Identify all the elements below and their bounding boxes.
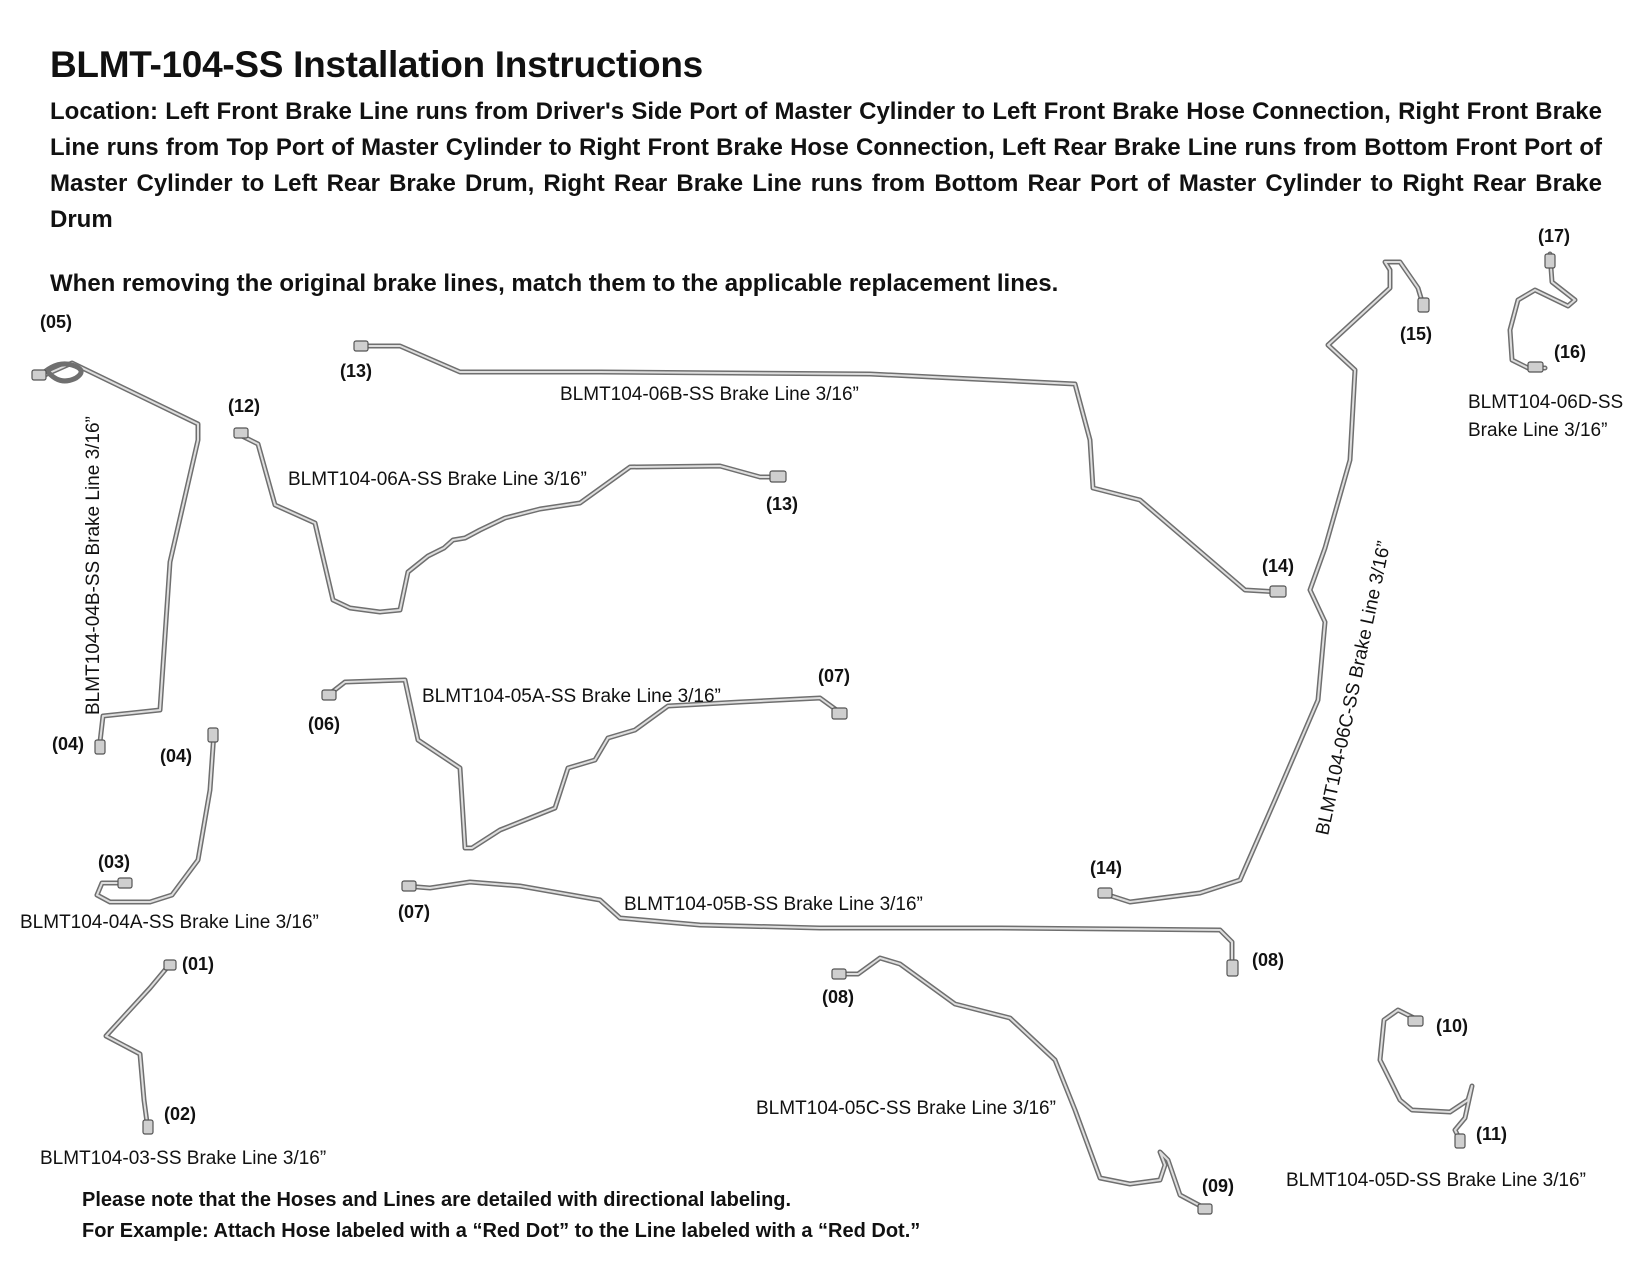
fitting-07a <box>832 708 847 719</box>
fitting-09 <box>1198 1204 1212 1214</box>
port-label-12: (12) <box>228 396 261 416</box>
location-description: Location: Left Front Brake Line runs from Driver's Side Port of Master Cylinder to Left Front Brake Hose Connection, Right Front Brake Line runs from Top Port of Master Cylinder to Right Front Brake Hose Connection, Left Rear Brake Line runs from Bottom Front Port of Master Cylinder to Left Rear Brake Drum, Right Rear Brake Line runs from Bottom Rear Port of Master Cylinder to Right Rear Brake Drum <box>50 98 1602 233</box>
port-label-11: (11) <box>1476 1124 1508 1144</box>
page-title: BLMT-104-SS Installation Instructions <box>50 44 703 85</box>
part-label-06c: BLMT104-06C-SS Brake Line 3/16” <box>1312 539 1396 838</box>
port-label-02: (02) <box>164 1104 197 1124</box>
port-label-05: (05) <box>40 312 73 332</box>
part-label-03: BLMT104-03-SS Brake Line 3/16” <box>40 1148 327 1169</box>
fitting-08b <box>832 969 846 979</box>
fitting-04b <box>208 728 218 742</box>
port-label-14-upper: (14) <box>1262 556 1295 576</box>
fitting-17 <box>1545 254 1555 268</box>
port-label-16: (16) <box>1554 342 1587 362</box>
part-label-06b: BLMT104-06B-SS Brake Line 3/16” <box>560 384 859 405</box>
fitting-10 <box>1408 1016 1423 1026</box>
port-label-07-lower: (07) <box>398 902 431 922</box>
fitting-11 <box>1455 1134 1465 1148</box>
part-label-05b: BLMT104-05B-SS Brake Line 3/16” <box>624 894 923 915</box>
fitting-14b <box>1098 888 1112 898</box>
fitting-16 <box>1528 362 1543 372</box>
port-label-10: (10) <box>1436 1016 1469 1036</box>
port-label-07-upper: (07) <box>818 666 851 686</box>
part-label-05a: BLMT104-05A-SS Brake Line 3/16” <box>422 686 721 707</box>
fitting-15 <box>1418 298 1429 312</box>
port-label-08-left: (08) <box>822 987 855 1007</box>
port-label-04-lower: (04) <box>160 746 193 766</box>
fitting-01 <box>164 960 176 970</box>
part-label-04b: BLMT104-04B-SS Brake Line 3/16” <box>83 416 104 715</box>
fitting-05 <box>32 370 46 380</box>
part-label-06d-line1: BLMT104-06D-SS <box>1468 392 1624 413</box>
part-label-05d: BLMT104-05D-SS Brake Line 3/16” <box>1286 1170 1586 1191</box>
part-label-05c: BLMT104-05C-SS Brake Line 3/16” <box>756 1098 1056 1119</box>
fitting-12 <box>234 428 248 438</box>
port-label-14-lower: (14) <box>1090 858 1123 878</box>
fitting-08a <box>1227 960 1238 976</box>
port-label-04-top: (04) <box>52 734 85 754</box>
note-line-1: Please note that the Hoses and Lines are detailed with directional labeling. <box>82 1189 792 1211</box>
fitting-07b <box>402 881 416 891</box>
note-line-2: For Example: Attach Hose labeled with a “Red Dot” to the Line labeled with a “Red Dot.” <box>82 1220 921 1242</box>
brake-line-04a <box>97 728 218 902</box>
part-label-04a: BLMT104-04A-SS Brake Line 3/16” <box>20 912 319 933</box>
part-label-06d-line2: Brake Line 3/16” <box>1468 420 1608 441</box>
port-label-15: (15) <box>1400 324 1433 344</box>
fitting-14a <box>1270 586 1286 597</box>
port-label-09: (09) <box>1202 1176 1235 1196</box>
port-label-17: (17) <box>1538 226 1571 246</box>
fitting-06 <box>322 690 336 700</box>
port-label-13-right: (13) <box>766 494 799 514</box>
directional-label-note <box>82 1185 920 1247</box>
port-label-06: (06) <box>308 714 341 734</box>
fitting-13a <box>770 471 786 482</box>
fitting-13b <box>354 341 368 351</box>
fitting-03 <box>118 878 132 888</box>
port-label-01: (01) <box>182 954 215 974</box>
matching-instruction: When removing the original brake lines, match them to the applicable replacement lines. <box>50 270 1059 297</box>
fitting-02 <box>143 1120 153 1134</box>
port-label-03: (03) <box>98 852 131 872</box>
port-label-08-right: (08) <box>1252 950 1285 970</box>
brake-line-06a <box>234 428 786 612</box>
port-label-13-left: (13) <box>340 361 373 381</box>
brake-line-05c <box>832 958 1212 1214</box>
part-label-06a: BLMT104-06A-SS Brake Line 3/16” <box>288 469 587 490</box>
brake-line-04b <box>32 363 198 754</box>
fitting-04 <box>95 740 105 754</box>
